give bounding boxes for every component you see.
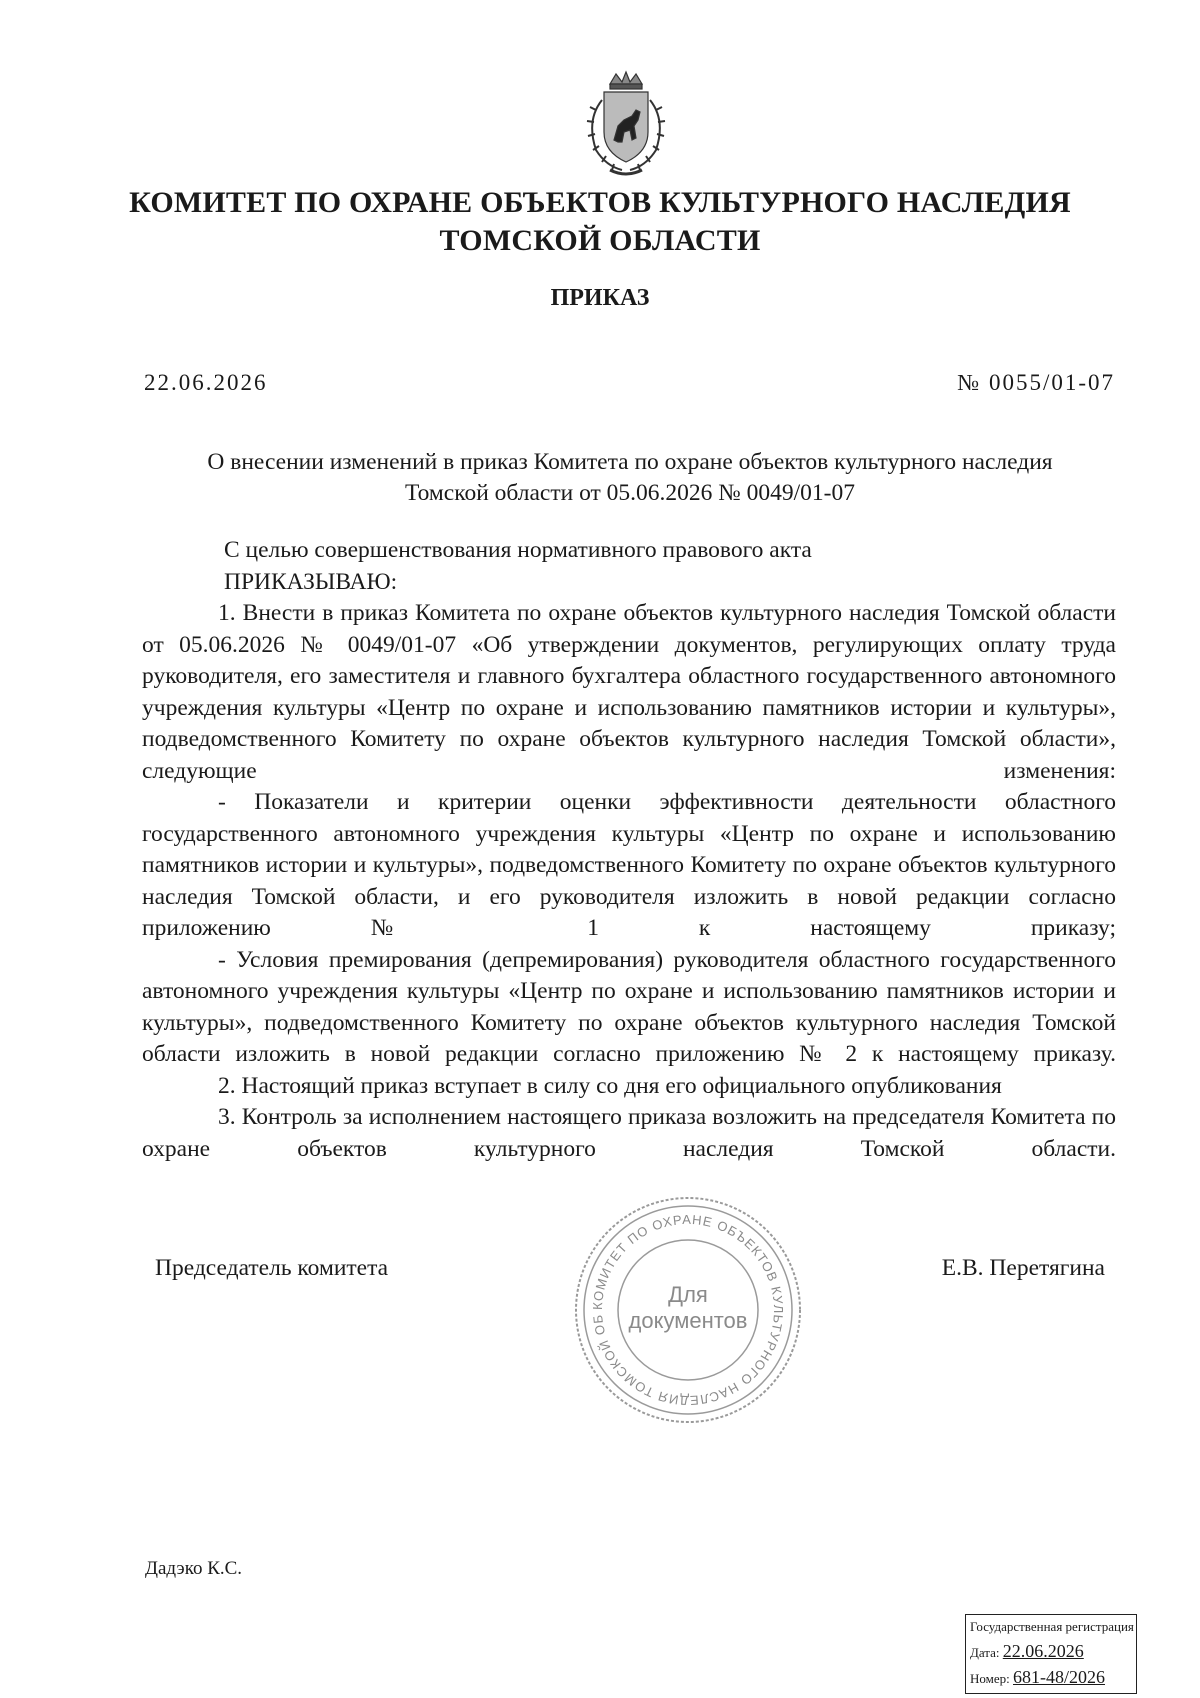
document-type: ПРИКАЗ [550, 285, 650, 311]
order-date: 22.06.2026 [144, 370, 268, 395]
paragraph-2: 2. Настоящий приказ вступает в силу со дня его официального опубликования [218, 1072, 1002, 1099]
order-body [142, 535, 1116, 1165]
registration-date: 22.06.2026 [1002, 1641, 1084, 1661]
coat-of-arms-icon [566, 70, 686, 180]
registration-number-label: Номер: [970, 1671, 1010, 1686]
signatory-name: Е.В. Перетягина [941, 1255, 1105, 1281]
paragraph-1b: - Условия премирования (депремирования) руководителя областного государственного автономного учреждения культуры «Центр по охране и использованию памятников истории и культуры», подведомственного Комитету по охране объектов культурного наследия Томской области изложить в новой редакции согласно приложению № 2 к настоящему приказу. [142, 946, 1116, 1067]
org-name-line2: ТОМСКОЙ ОБЛАСТИ [439, 224, 761, 257]
registration-date-label: Дата: [970, 1645, 1000, 1660]
org-name-line1: КОМИТЕТ ПО ОХРАНЕ ОБЪЕКТОВ КУЛЬТУРНОГО НАСЛЕДИЯ [129, 186, 1071, 219]
registration-title: Государственная регистрация [970, 1619, 1134, 1634]
paragraph-3: 3. Контроль за исполнением настоящего приказа возложить на председателя Комитета по охране объектов культурного наследия Томской области. [142, 1104, 1116, 1162]
subject-line1: О внесении изменений в приказ Комитета по охране объектов культурного наследия [207, 449, 1053, 475]
paragraph-1: 1. Внести в приказ Комитета по охране объектов культурного наследия Томской области от 05.06.2026 № 0049/01-07 «Об утверждении документов, регулирующих оплату труда руководителя, его заместителя и главного бухгалтера областного государственного автономного учреждения культуры «Центр по охране и использованию памятников истории и культуры», подведомственного Комитету по охране объектов культурного наследия Томской области», следующие изменения: [142, 600, 1116, 784]
signatory-position: Председатель комитета [155, 1255, 389, 1281]
stamp-center-line1: Для [668, 1282, 708, 1307]
stamp-center-line2: документов [628, 1308, 748, 1333]
registration-number: 681-48/2026 [1013, 1667, 1105, 1687]
executor-name: Дадэко К.С. [145, 1558, 243, 1579]
subject-line2: Томской области от 05.06.2026 № 0049/01-07 [405, 480, 855, 506]
registration-box [965, 1614, 1137, 1694]
seal-icon [570, 1192, 806, 1428]
preamble: С целью совершенствования нормативного правового акта [224, 537, 812, 563]
order-number: № 0055/01-07 [957, 370, 1115, 395]
paragraph-1a: - Показатели и критерии оценки эффективности деятельности областного государственного автономного учреждения культуры «Центр по охране и использованию памятников истории и культуры», подведомственного Комитету по охране объектов культурного наследия Томской области, и его руководителя изложить в новой редакции согласно приложению № 1 к настоящему приказу; [142, 789, 1116, 941]
stamp-ring-text: КОМИТЕТ ПО ОХРАНЕ ОБЪЕКТОВ КУЛЬТУРНОГО НАСЛЕДИЯ ТОМСКОЙ ОБ [589, 1211, 787, 1409]
decree-word: ПРИКАЗЫВАЮ: [224, 568, 398, 595]
